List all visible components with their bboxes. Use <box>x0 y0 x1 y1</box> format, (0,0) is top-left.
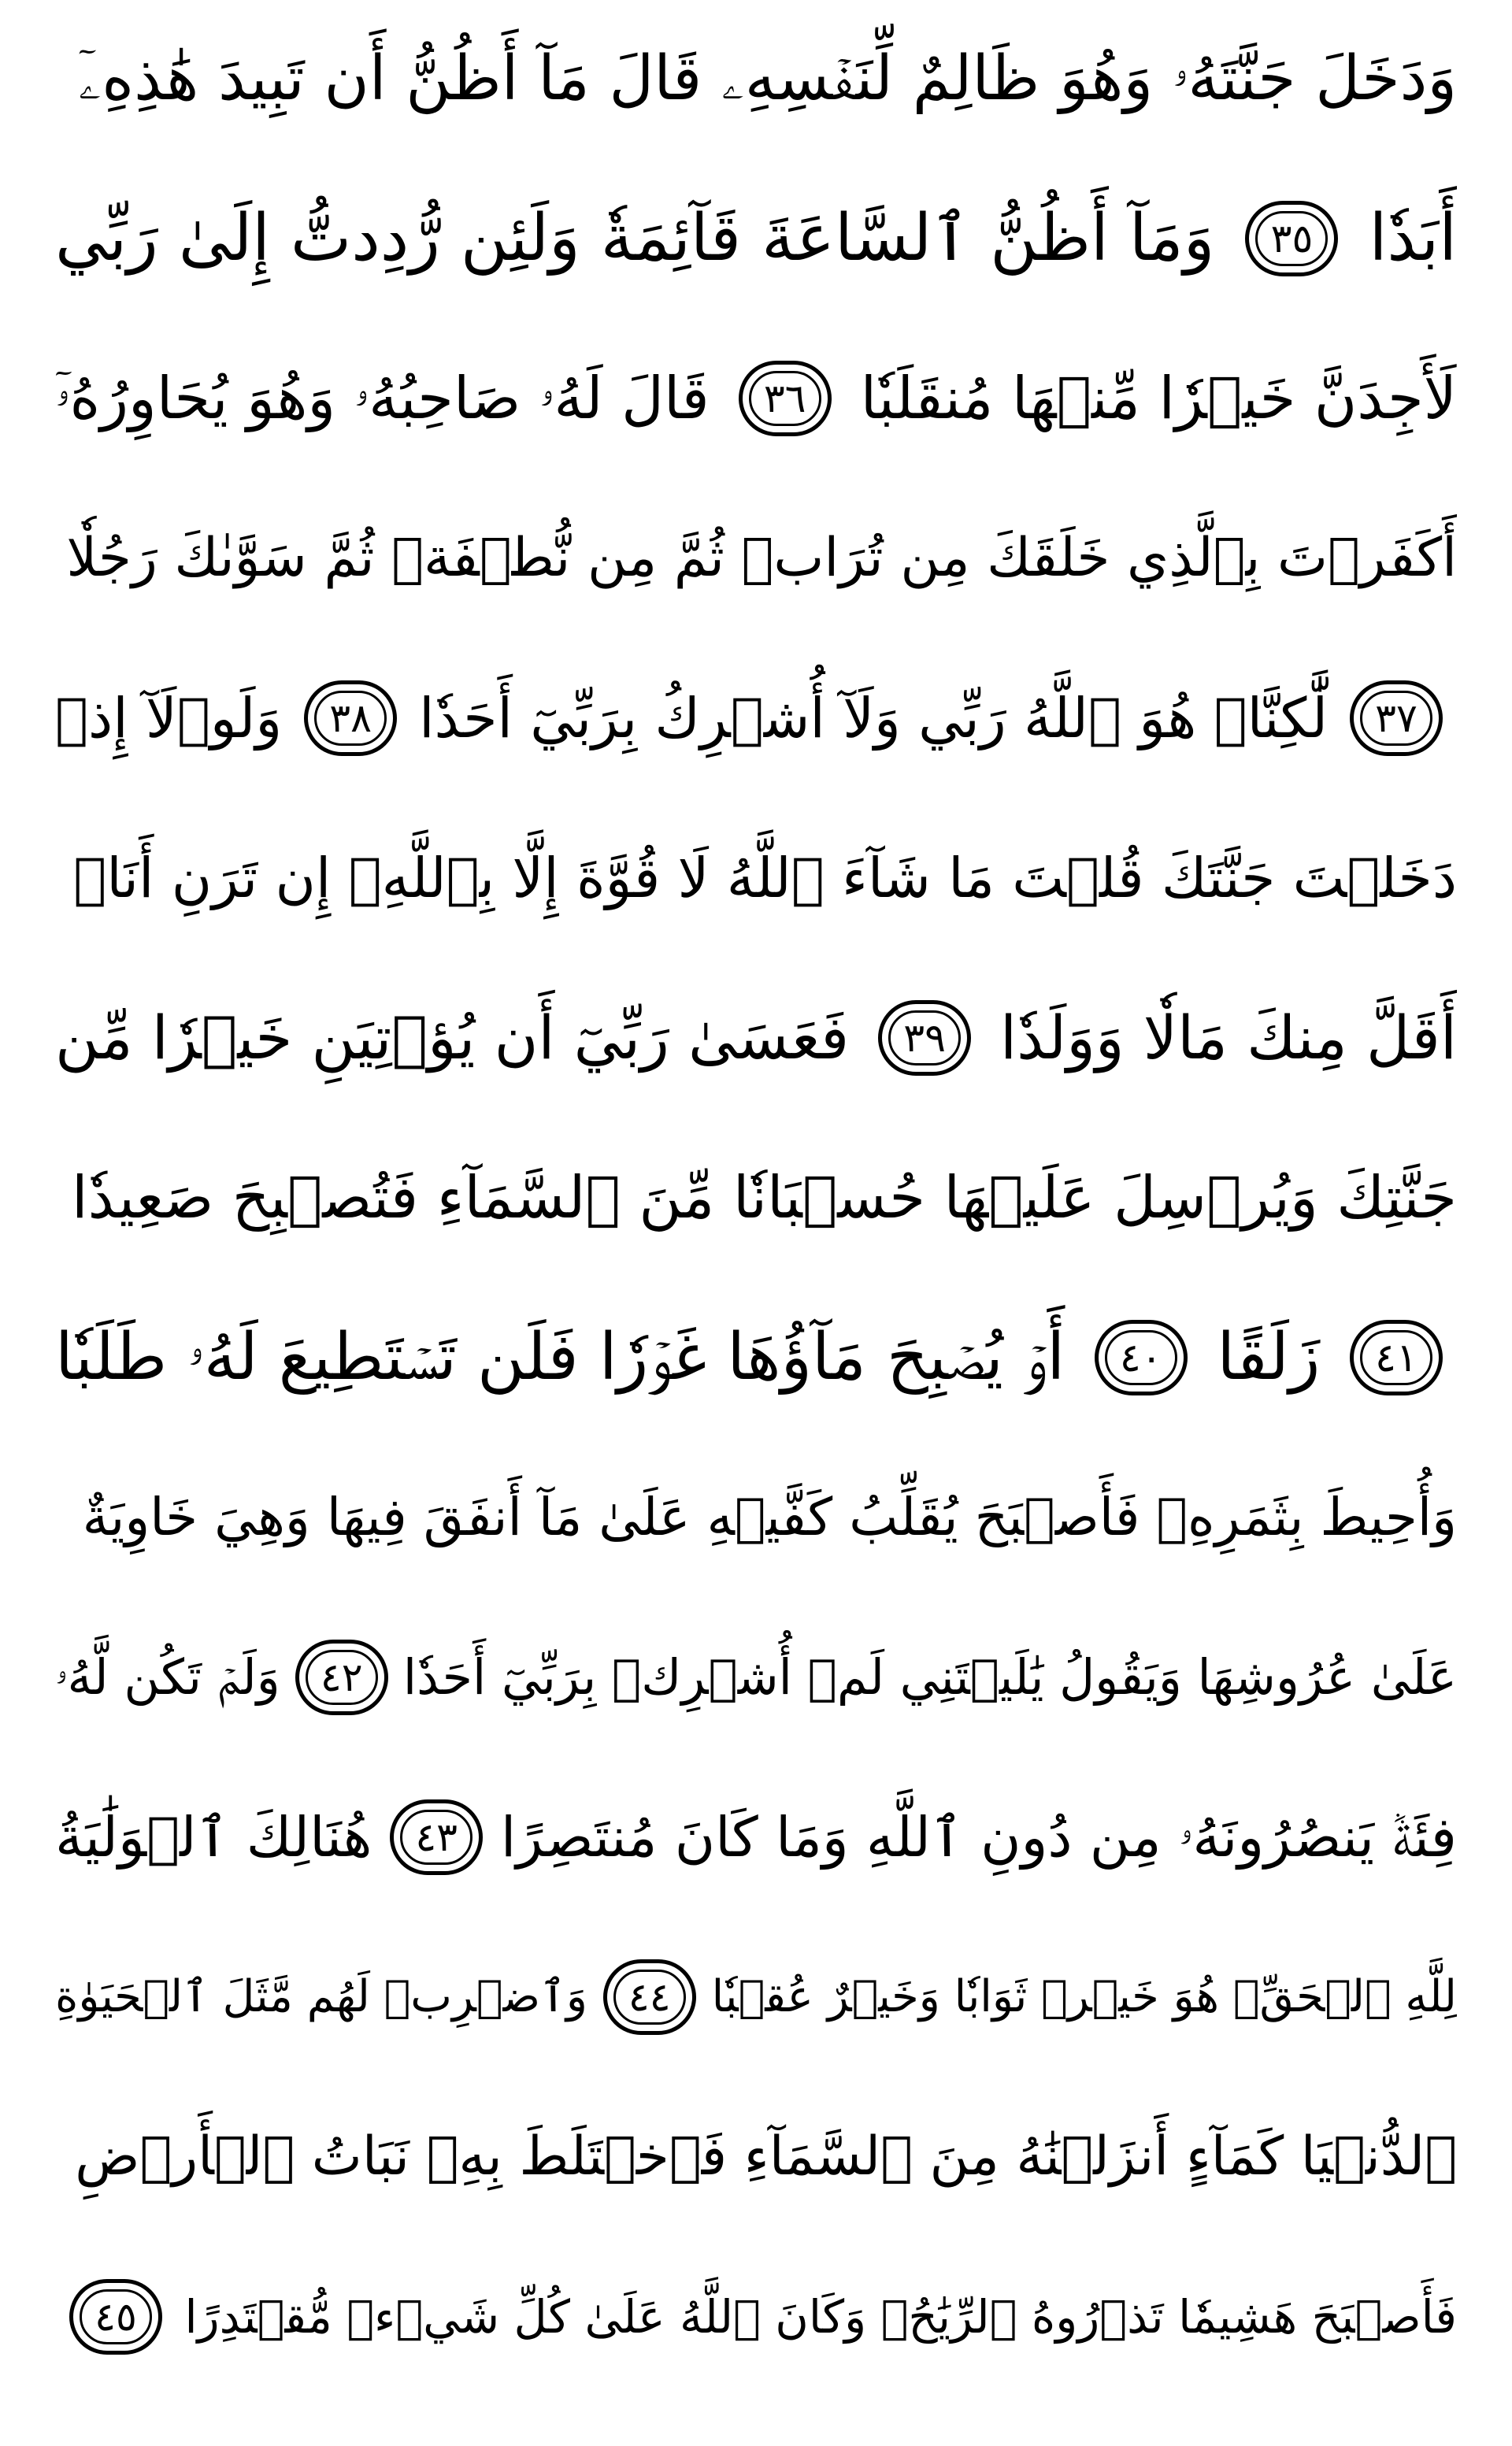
verse-number: ٣٨ <box>329 695 372 741</box>
verse-number-marker <box>390 1799 483 1875</box>
text-line-10 <box>55 1439 1457 1596</box>
verse-number: ٤٢ <box>320 1655 363 1700</box>
verse-text: لَّٰكِنَّا۠ هُوَ ٱللَّهُ رَبِّي وَلَآ أُشۡرِكُ بِرَبِّيٓ أَحَدٗا <box>419 686 1329 750</box>
text-line-14 <box>55 2078 1457 2236</box>
verse-number-marker <box>1245 201 1338 276</box>
verse-number: ٣٧ <box>1375 695 1418 741</box>
verse-number: ٤١ <box>1375 1335 1418 1381</box>
verse-text: وَلَوۡلَآ إِذۡ <box>55 686 283 750</box>
verse-text: ٱلدُّنۡيَا كَمَآءٍ أَنزَلۡنَٰهُ مِنَ ٱلسَّمَآءِ فَٱخۡتَلَطَ بِهِۦ نَبَاتُ ٱلۡأَرۡضِ <box>75 2125 1457 2188</box>
verse-text: دَخَلۡتَ جَنَّتَكَ قُلۡتَ مَا شَآءَ ٱللَّهُ لَا قُوَّةَ إِلَّا بِٱللَّهِۚ إِن تَرَنِ أَنَا۠ <box>73 846 1457 910</box>
verse-number: ٤٣ <box>415 1814 458 1860</box>
verse-text: وَٱضۡرِبۡ لَهُم مَّثَلَ ٱلۡحَيَوٰةِ <box>55 1971 587 2022</box>
text-line-12 <box>55 1759 1457 1916</box>
text-line-13 <box>55 1918 1457 2076</box>
verse-number-marker <box>1095 1320 1188 1395</box>
verse-number: ٣٩ <box>903 1015 946 1061</box>
verse-number-marker <box>295 1640 388 1715</box>
verse-text: قَالَ لَهُۥ صَاحِبُهُۥ وَهُوَ يُحَاوِرُهُۥٓ <box>55 365 710 432</box>
verse-text: زَلَقًا <box>1217 1320 1321 1395</box>
text-line-6 <box>55 799 1457 957</box>
verse-text: أَبَدٗا <box>1369 201 1457 276</box>
text-line-15 <box>55 2238 1457 2396</box>
text-line-7 <box>55 959 1457 1117</box>
verse-text: عَلَىٰ عُرُوشِهَا وَيَقُولُ يَٰلَيۡتَنِي لَمۡ أُشۡرِكۡ بِرَبِّيٓ أَحَدٗا <box>402 1648 1457 1706</box>
verse-text: وَلَمۡ تَكُن لَّهُۥ <box>55 1648 280 1706</box>
verse-number-marker <box>304 680 397 756</box>
verse-text: أَوۡ يُصۡبِحَ مَآؤُهَا غَوۡرٗا فَلَن تَسۡتَطِيعَ لَهُۥ طَلَبٗا <box>55 1320 1065 1395</box>
verse-number-marker <box>603 1959 696 2035</box>
verse-number: ٣٥ <box>1270 216 1314 261</box>
verse-text: جَنَّتِكَ وَيُرۡسِلَ عَلَيۡهَا حُسۡبَانٗا مِّنَ ٱلسَّمَآءِ فَتُصۡبِحَ صَعِيدٗا <box>72 1164 1457 1232</box>
text-line-1 <box>55 0 1457 158</box>
verse-number: ٤٠ <box>1119 1335 1162 1381</box>
text-line-9 <box>55 1279 1457 1436</box>
verse-text: لَأَجِدَنَّ خَيۡرٗا مِّنۡهَا مُنقَلَبٗا <box>860 365 1457 432</box>
verse-text: وَأُحِيطَ بِثَمَرِهِۦ فَأَصۡبَحَ يُقَلِّبُ كَفَّيۡهِ عَلَىٰ مَآ أَنفَقَ فِيهَا وَهِيَ خَاوِيَةٌ <box>82 1487 1457 1547</box>
text-line-2 <box>55 160 1457 317</box>
verse-text: أَقَلَّ مِنكَ مَالٗا وَوَلَدٗا <box>1000 1002 1457 1073</box>
verse-number-marker <box>1350 1320 1443 1395</box>
verse-number-marker <box>739 361 832 436</box>
verse-text: لِلَّهِ ٱلۡحَقِّۚ هُوَ خَيۡرٞ ثَوَابٗا وَخَيۡرٌ عُقۡبٗا <box>711 1971 1457 2022</box>
verse-number-marker <box>1350 680 1443 756</box>
verse-text: أَكَفَرۡتَ بِٱلَّذِي خَلَقَكَ مِن تُرَابٖ ثُمَّ مِن نُّطۡفَةٖ ثُمَّ سَوَّىٰكَ رَجُلٗا <box>66 527 1457 589</box>
verse-text: هُنَالِكَ ٱلۡوَلَٰيَةُ <box>55 1805 372 1870</box>
text-line-8 <box>55 1119 1457 1277</box>
verse-text: فَعَسَىٰ رَبِّيٓ أَن يُؤۡتِيَنِ خَيۡرٗا مِّن <box>55 1002 850 1073</box>
text-line-5 <box>55 639 1457 797</box>
verse-text: فَأَصۡبَحَ هَشِيمٗا تَذۡرُوهُ ٱلرِّيَٰحُۗ وَكَانَ ٱللَّهُ عَلَىٰ كُلِّ شَيۡءٖ مُّقۡتَدِرًا <box>184 2290 1457 2344</box>
text-line-4 <box>55 480 1457 637</box>
verse-number: ٣٦ <box>763 376 806 421</box>
verse-number: ٤٥ <box>94 2294 137 2340</box>
verse-number-marker <box>69 2279 162 2355</box>
verse-text: وَدَخَلَ جَنَّتَهُۥ وَهُوَ ظَالِمٌ لِّنَفۡسِهِۦ قَالَ مَآ أَظُنُّ أَن تَبِيدَ هَٰذِهِۦٓ <box>78 43 1457 114</box>
verse-number: ٤٤ <box>628 1974 671 2020</box>
verse-text: فِئَةٞ يَنصُرُونَهُۥ مِن دُونِ ٱللَّهِ وَمَا كَانَ مُنتَصِرًا <box>500 1805 1457 1870</box>
text-line-3 <box>55 320 1457 477</box>
text-line-11 <box>55 1599 1457 1756</box>
verse-text: وَمَآ أَظُنُّ ٱلسَّاعَةَ قَآئِمَةٗ وَلَئِن رُّدِدتُّ إِلَىٰ رَبِّي <box>55 201 1215 276</box>
verse-number-marker <box>878 1000 971 1076</box>
